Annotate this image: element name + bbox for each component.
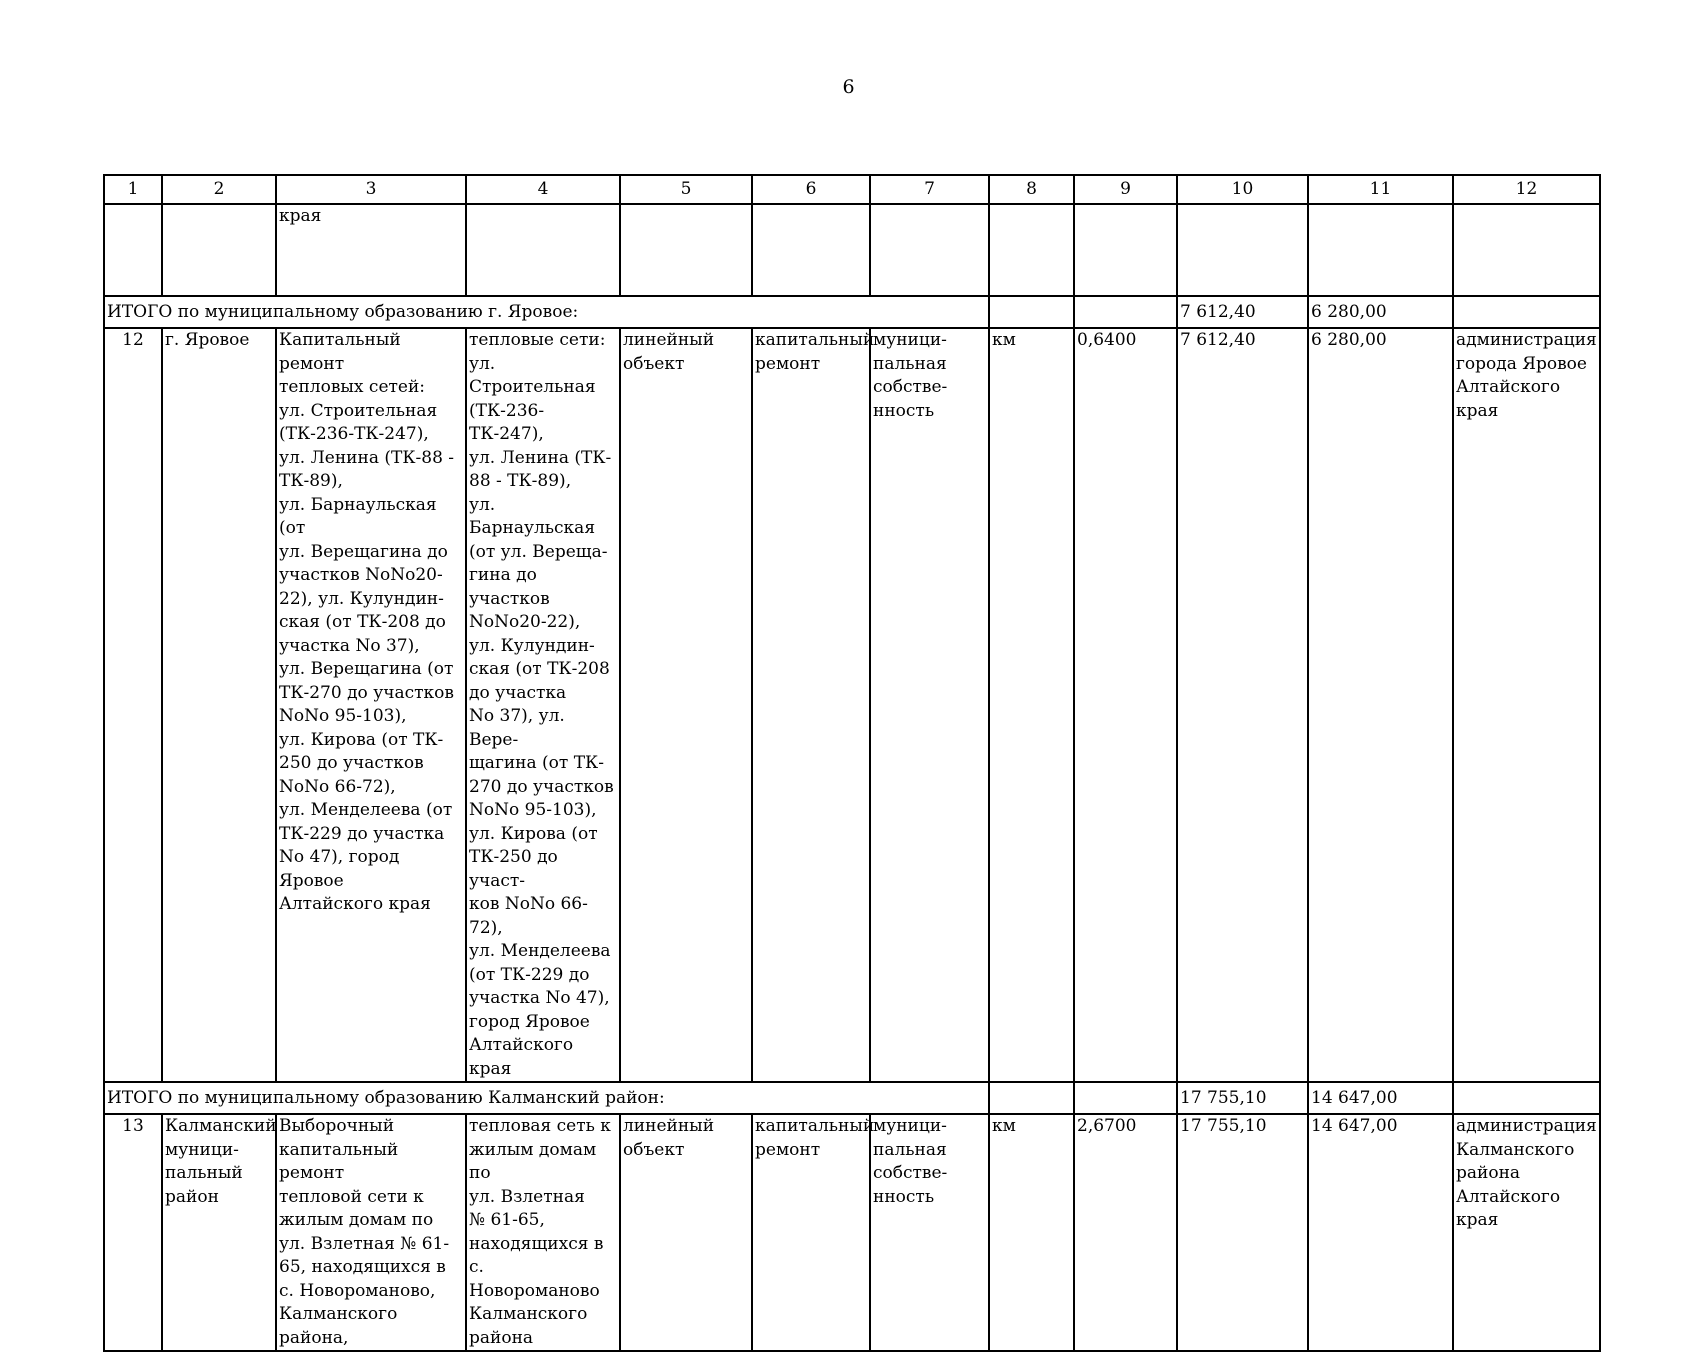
continuation-row	[104, 204, 1600, 296]
column-number: 12	[1453, 175, 1600, 204]
total-row-yarovoe	[104, 296, 1600, 328]
cost-col11-cell: 6 280,00	[1308, 328, 1453, 1082]
total-label: ИТОГО по муниципальному образованию Калманский район:	[104, 1082, 989, 1114]
continued-work-text: края	[276, 204, 466, 296]
total-label: ИТОГО по муниципальному образованию г. Яровое:	[104, 296, 989, 328]
work-description-cell: Выборочный капитальный ремонт тепловой сети к жилым домам по ул. Взлетная № 61- 65, находящихся в с. Новороманово, Калманского района,	[276, 1114, 466, 1351]
total-cost-col11: 14 647,00	[1308, 1082, 1453, 1114]
column-number: 7	[870, 175, 989, 204]
municipality-cell: г. Яровое	[162, 328, 276, 1082]
data-table	[103, 174, 1601, 1352]
work-kind-cell: капитальный ремонт	[752, 328, 870, 1082]
row-number: 13	[104, 1114, 162, 1351]
column-number: 2	[162, 175, 276, 204]
unit-cell: км	[989, 1114, 1074, 1351]
customer-cell: администрация Калманского района Алтайского края	[1453, 1114, 1600, 1351]
column-number: 5	[620, 175, 752, 204]
municipality-cell: Калманский муници- пальный район	[162, 1114, 276, 1351]
total-cost-col10: 17 755,10	[1177, 1082, 1308, 1114]
object-cell: тепловая сеть к жилым домам по ул. Взлетная № 61-65, находящихся в с. Новороманово Калманского района	[466, 1114, 620, 1351]
table-row	[104, 328, 1600, 1082]
column-number: 1	[104, 175, 162, 204]
work-kind-cell: капитальный ремонт	[752, 1114, 870, 1351]
column-number: 9	[1074, 175, 1177, 204]
table-row	[104, 1114, 1600, 1351]
object-type-cell: линейный объект	[620, 1114, 752, 1351]
ownership-cell: муници- пальная собстве- нность	[870, 1114, 989, 1351]
object-type-cell: линейный объект	[620, 328, 752, 1082]
column-number: 4	[466, 175, 620, 204]
cost-col11-cell: 14 647,00	[1308, 1114, 1453, 1351]
column-number: 3	[276, 175, 466, 204]
amount-cell: 0,6400	[1074, 328, 1177, 1082]
page-number: 6	[842, 76, 855, 98]
customer-cell: администрация города Яровое Алтайского края	[1453, 328, 1600, 1082]
cost-col10-cell: 17 755,10	[1177, 1114, 1308, 1351]
row-number: 12	[104, 328, 162, 1082]
unit-cell: км	[989, 328, 1074, 1082]
total-cost-col10: 7 612,40	[1177, 296, 1308, 328]
column-number: 11	[1308, 175, 1453, 204]
amount-cell: 2,6700	[1074, 1114, 1177, 1351]
work-description-cell: Капитальный ремонт тепловых сетей: ул. Строительная (ТК-236-ТК-247), ул. Ленина (ТК-88 - ТК-89), ул. Барнаульская (от ул. Верещагина до участков NoNo20- 22), ул. Кулундин- ская (от ТК-208 до участка No 37), ул. Верещагина (от ТК-270 до участков NoNo 95-103), ул. Кирова (от ТК- 250 до участков NoNo 66-72), ул. Менделеева (от ТК-229 до участка No 47), город Яровое Алтайского края	[276, 328, 466, 1082]
total-row-kalman	[104, 1082, 1600, 1114]
column-number: 10	[1177, 175, 1308, 204]
object-cell: тепловые сети: ул. Строительная (ТК-236-ТК-247), ул. Ленина (ТК- 88 - ТК-89), ул. Барнаульская (от ул. Вереща- гина до участков NoNo20-22), ул. Кулундин- ская (от ТК-208 до участка No 37), ул. Вере- щагина (от ТК- 270 до участков NoNo 95-103), ул. Кирова (от ТК-250 до участ- ков NoNo 66-72), ул. Менделеева (от ТК-229 до участка No 47), город Яровое Алтайского края	[466, 328, 620, 1082]
column-number: 8	[989, 175, 1074, 204]
total-cost-col11: 6 280,00	[1308, 296, 1453, 328]
cost-col10-cell: 7 612,40	[1177, 328, 1308, 1082]
ownership-cell: муници- пальная собстве- нность	[870, 328, 989, 1082]
column-number: 6	[752, 175, 870, 204]
column-number-row	[104, 175, 1600, 204]
